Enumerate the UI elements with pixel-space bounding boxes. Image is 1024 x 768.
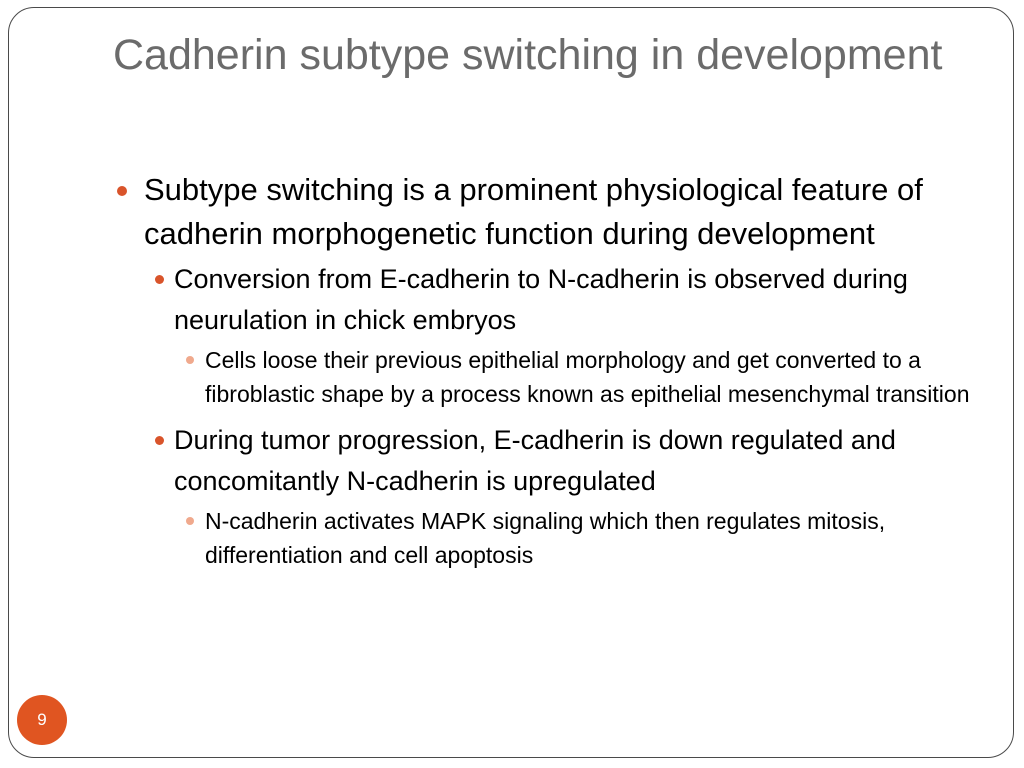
slide-title: Cadherin subtype switching in development xyxy=(113,31,943,79)
bullet-item-level3 xyxy=(113,343,993,411)
bullet-item-level3 xyxy=(113,504,993,572)
bullet-text: During tumor progression, E-cadherin is down regulated and concomitantly N-cadherin is upregulated xyxy=(174,425,896,496)
bullet-text: Conversion from E-cadherin to N-cadherin is observed during neurulation in chick embryos xyxy=(174,264,908,335)
bullet-dot-icon xyxy=(155,275,164,284)
bullet-dot-icon xyxy=(186,517,194,525)
bullet-item-level2 xyxy=(113,420,993,502)
bullet-dot-icon xyxy=(186,356,194,364)
bullet-item-level2 xyxy=(113,259,993,341)
bullet-text: Subtype switching is a prominent physiological feature of cadherin morphogenetic function during development xyxy=(144,172,923,251)
bullet-text: Cells loose their previous epithelial morphology and get converted to a fibroblastic shape by a process known as epithelial mesenchymal transition xyxy=(205,347,970,407)
bullet-item-level1 xyxy=(113,168,993,256)
page-number-badge: 9 xyxy=(17,695,67,745)
bullet-text: N-cadherin activates MAPK signaling which then regulates mitosis, differentiation and cell apoptosis xyxy=(205,508,886,568)
slide-body xyxy=(113,168,993,572)
bullet-dot-icon xyxy=(117,186,127,196)
bullet-dot-icon xyxy=(155,436,164,445)
